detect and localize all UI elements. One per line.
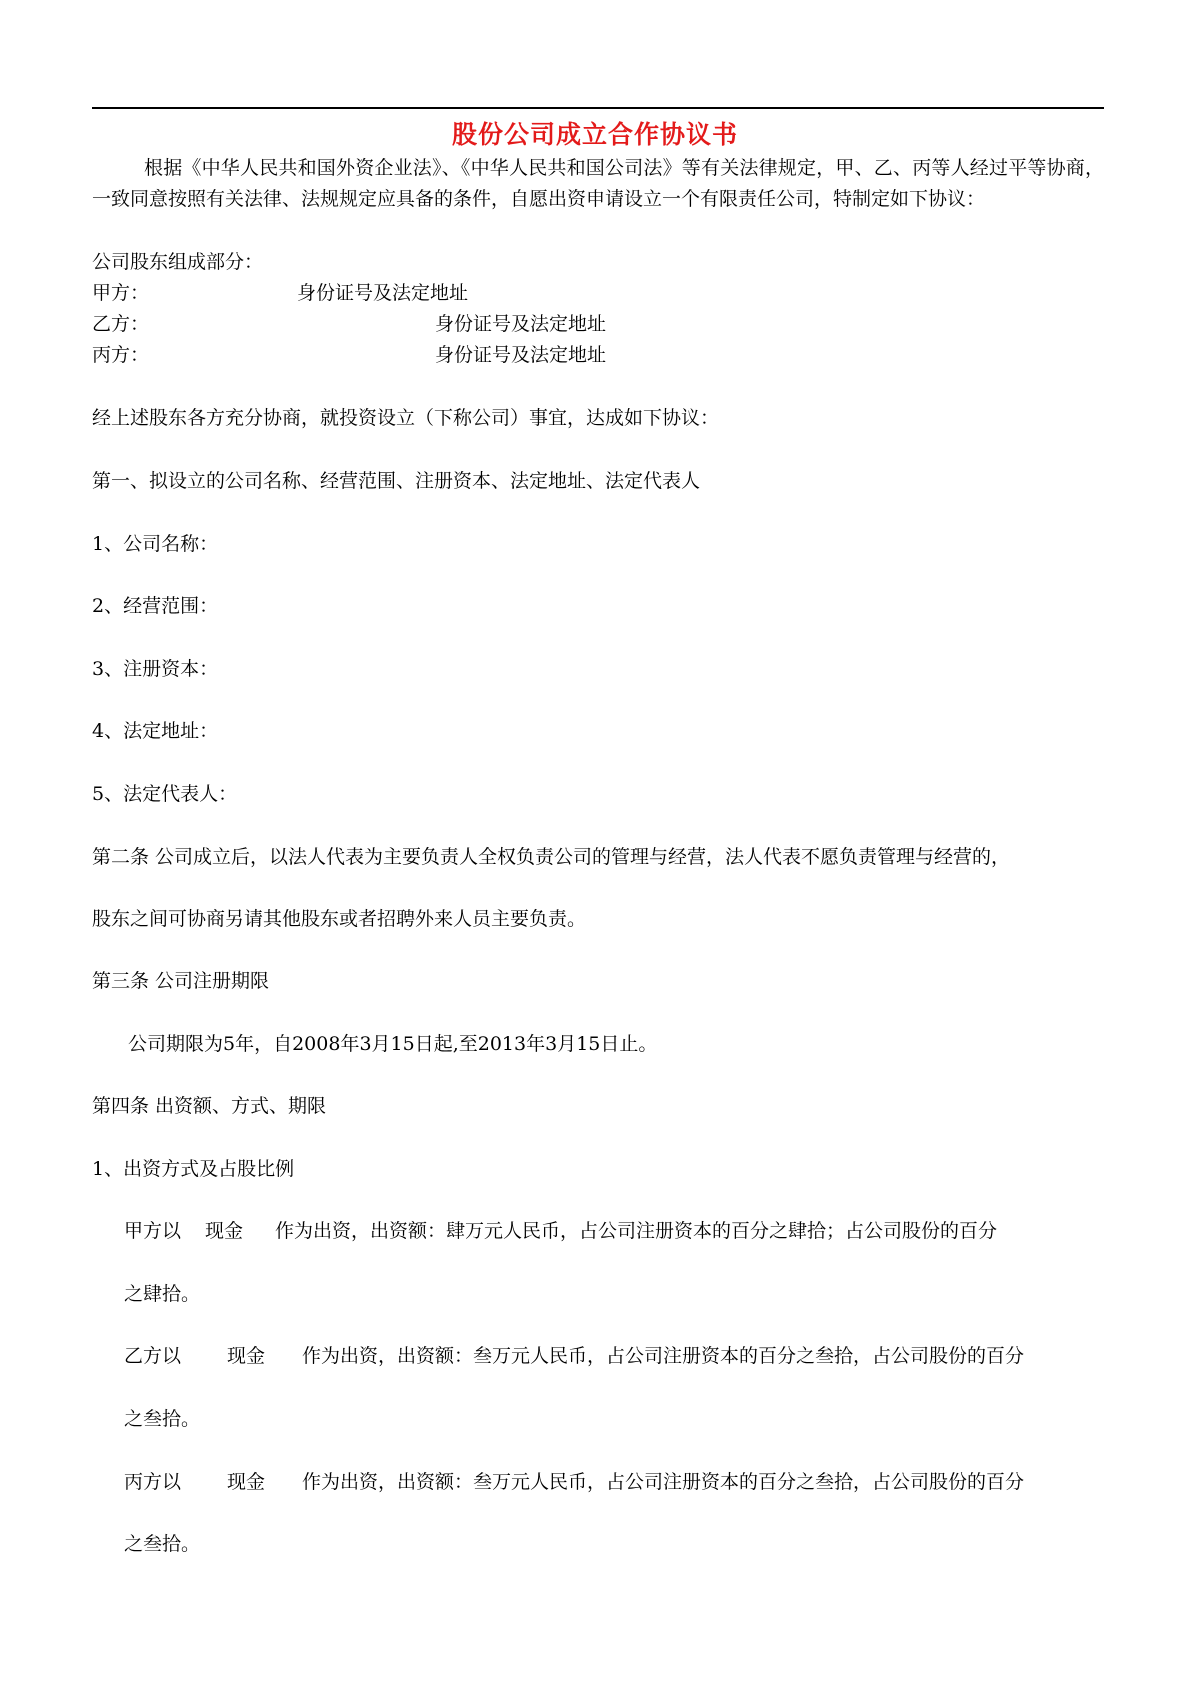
contribution-party: 甲方以: [124, 1220, 182, 1242]
party-label: 丙方：: [92, 344, 150, 366]
article-1-item: 4、法定地址：: [92, 720, 219, 742]
contribution-text: 作为出资，出资额：叁万元人民币，占公司注册资本的百分之叁拾，占公司股份的百分: [302, 1345, 1025, 1367]
article-3-heading: 第三条 公司注册期限: [92, 970, 270, 992]
party-info: 身份证号及法定地址: [297, 282, 469, 304]
party-label: 乙方：: [92, 313, 150, 335]
party-info: 身份证号及法定地址: [435, 344, 607, 366]
shareholders-heading: 公司股东组成部分：: [92, 251, 264, 273]
intro-paragraph: 根据《中华人民共和国外资企业法》、《中华人民共和国公司法》等有关法律规定，甲、乙、丙等人经过平等协商，一致同意按照有关法律、法规规定应具备的条件，自愿出资申请设立一个有限责任公司，特制定如下协议：: [92, 157, 1104, 210]
contribution-party: 丙方以: [124, 1471, 182, 1493]
contribution-method: 现金: [227, 1345, 266, 1367]
article-1-item: 2、经营范围：: [92, 595, 219, 617]
document-title: 股份公司成立合作协议书: [451, 120, 738, 149]
contribution-text: 作为出资，出资额：叁万元人民币，占公司注册资本的百分之叁拾，占公司股份的百分: [302, 1471, 1025, 1493]
party-info: 身份证号及法定地址: [435, 313, 607, 335]
contribution-continuation: 之叁拾。: [124, 1533, 201, 1555]
article-3-body: 公司期限为5年，自2008年3月15日起,至2013年3月15日止。: [128, 1033, 658, 1055]
article-1-item: 3、注册资本：: [92, 658, 219, 680]
contribution-party: 乙方以: [124, 1345, 182, 1367]
contribution-continuation: 之叁拾。: [124, 1408, 201, 1430]
article-1-item: 1、公司名称：: [92, 533, 219, 555]
agreement-line: 经上述股东各方充分协商，就投资设立（下称公司）事宜，达成如下协议：: [92, 407, 720, 429]
contribution-text: 作为出资，出资额：肆万元人民币，占公司注册资本的百分之肆拾；占公司股份的百分: [275, 1220, 998, 1242]
header-rule: [92, 107, 1104, 109]
article-2-line-2: 股东之间可协商另请其他股东或者招聘外来人员主要负责。: [92, 908, 587, 930]
article-1-heading: 第一、拟设立的公司名称、经营范围、注册资本、法定地址、法定代表人: [92, 470, 701, 492]
party-label: 甲方：: [92, 282, 150, 304]
contribution-method: 现金: [205, 1220, 244, 1242]
contribution-continuation: 之肆拾。: [124, 1283, 201, 1305]
article-4-heading: 第四条 出资额、方式、期限: [92, 1095, 327, 1117]
article-1-item: 5、法定代表人：: [92, 783, 238, 805]
article-4-sub-1: 1、出资方式及占股比例: [92, 1158, 295, 1180]
contribution-method: 现金: [227, 1471, 266, 1493]
article-2-line-1: 第二条 公司成立后，以法人代表为主要负责人全权负责公司的管理与经营，法人代表不愿负责管理与经营的，: [92, 846, 1011, 868]
